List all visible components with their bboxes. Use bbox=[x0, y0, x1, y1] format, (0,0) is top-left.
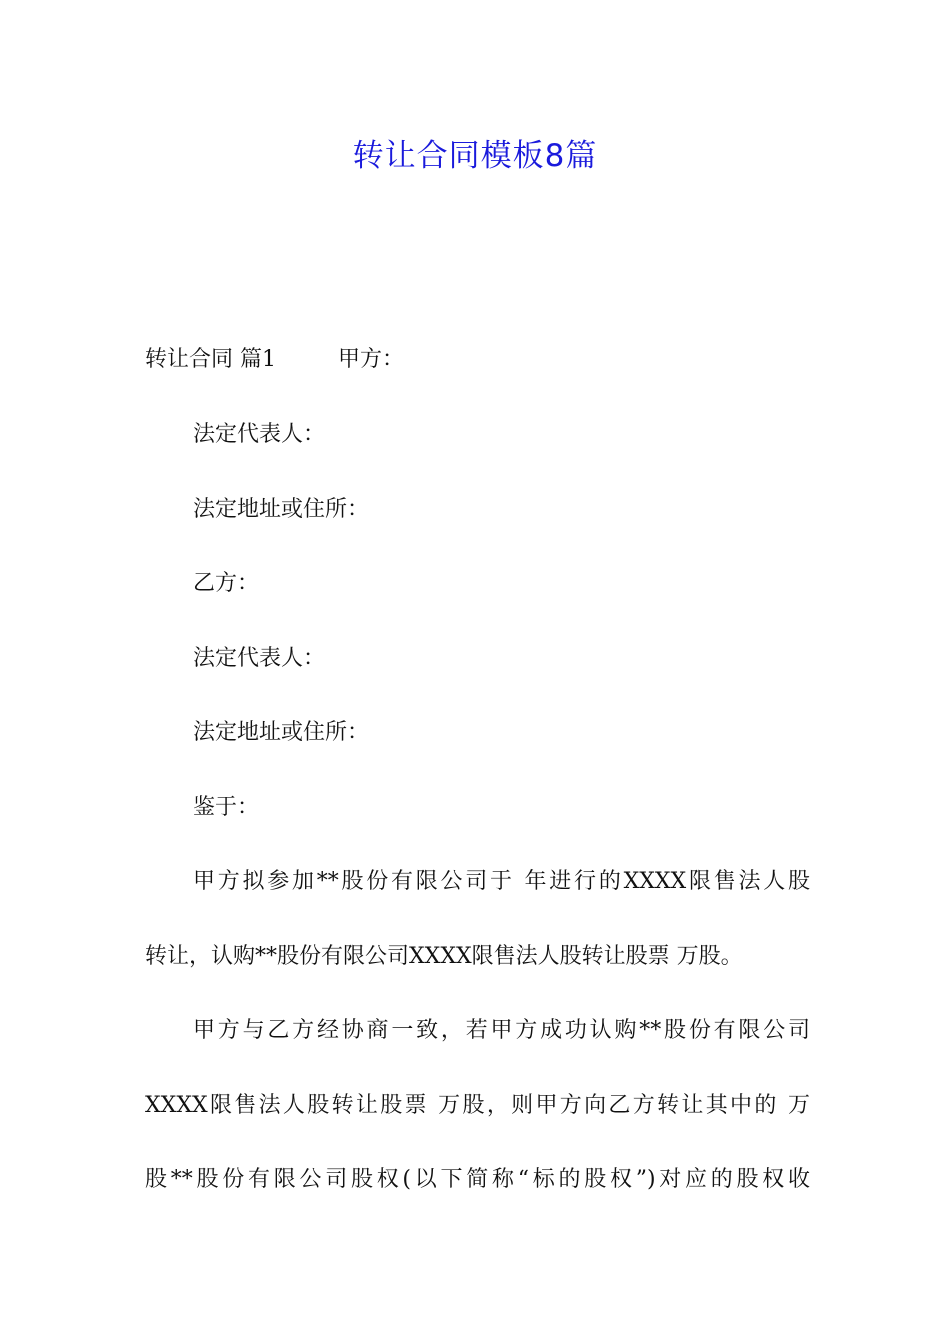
party-a-address: 法定地址或住所： bbox=[193, 497, 370, 522]
whereas-label: 鉴于： bbox=[193, 795, 260, 820]
document-title: 转让合同模板8篇 bbox=[352, 138, 598, 174]
party-b-address: 法定地址或住所： bbox=[193, 720, 370, 745]
body-paragraph-line: 股**股份有限公司股权(以下简称“标的股权”)对应的股权收 bbox=[145, 1167, 810, 1192]
contract-label: 转让合同 bbox=[145, 347, 234, 372]
party-a-label: 甲方： bbox=[338, 347, 405, 372]
body-paragraph-line: 转让，认购**股份有限公司XXXX限售法人股转让股票 万股。 bbox=[145, 944, 743, 969]
party-b-label: 乙方： bbox=[193, 571, 260, 596]
body-paragraph-line: 甲方拟参加**股份有限公司于 年进行的XXXX限售法人股 bbox=[193, 869, 810, 894]
party-b-representative: 法定代表人： bbox=[193, 646, 326, 671]
contract-heading bbox=[145, 345, 810, 375]
contract-number: 篇1 bbox=[240, 347, 277, 372]
body-paragraph-line: 甲方与乙方经协商一致，若甲方成功认购**股份有限公司 bbox=[193, 1018, 810, 1043]
body-paragraph-line: XXXX限售法人股转让股票 万股，则甲方向乙方转让其中的 万 bbox=[145, 1093, 810, 1118]
party-a-representative: 法定代表人： bbox=[193, 422, 326, 447]
